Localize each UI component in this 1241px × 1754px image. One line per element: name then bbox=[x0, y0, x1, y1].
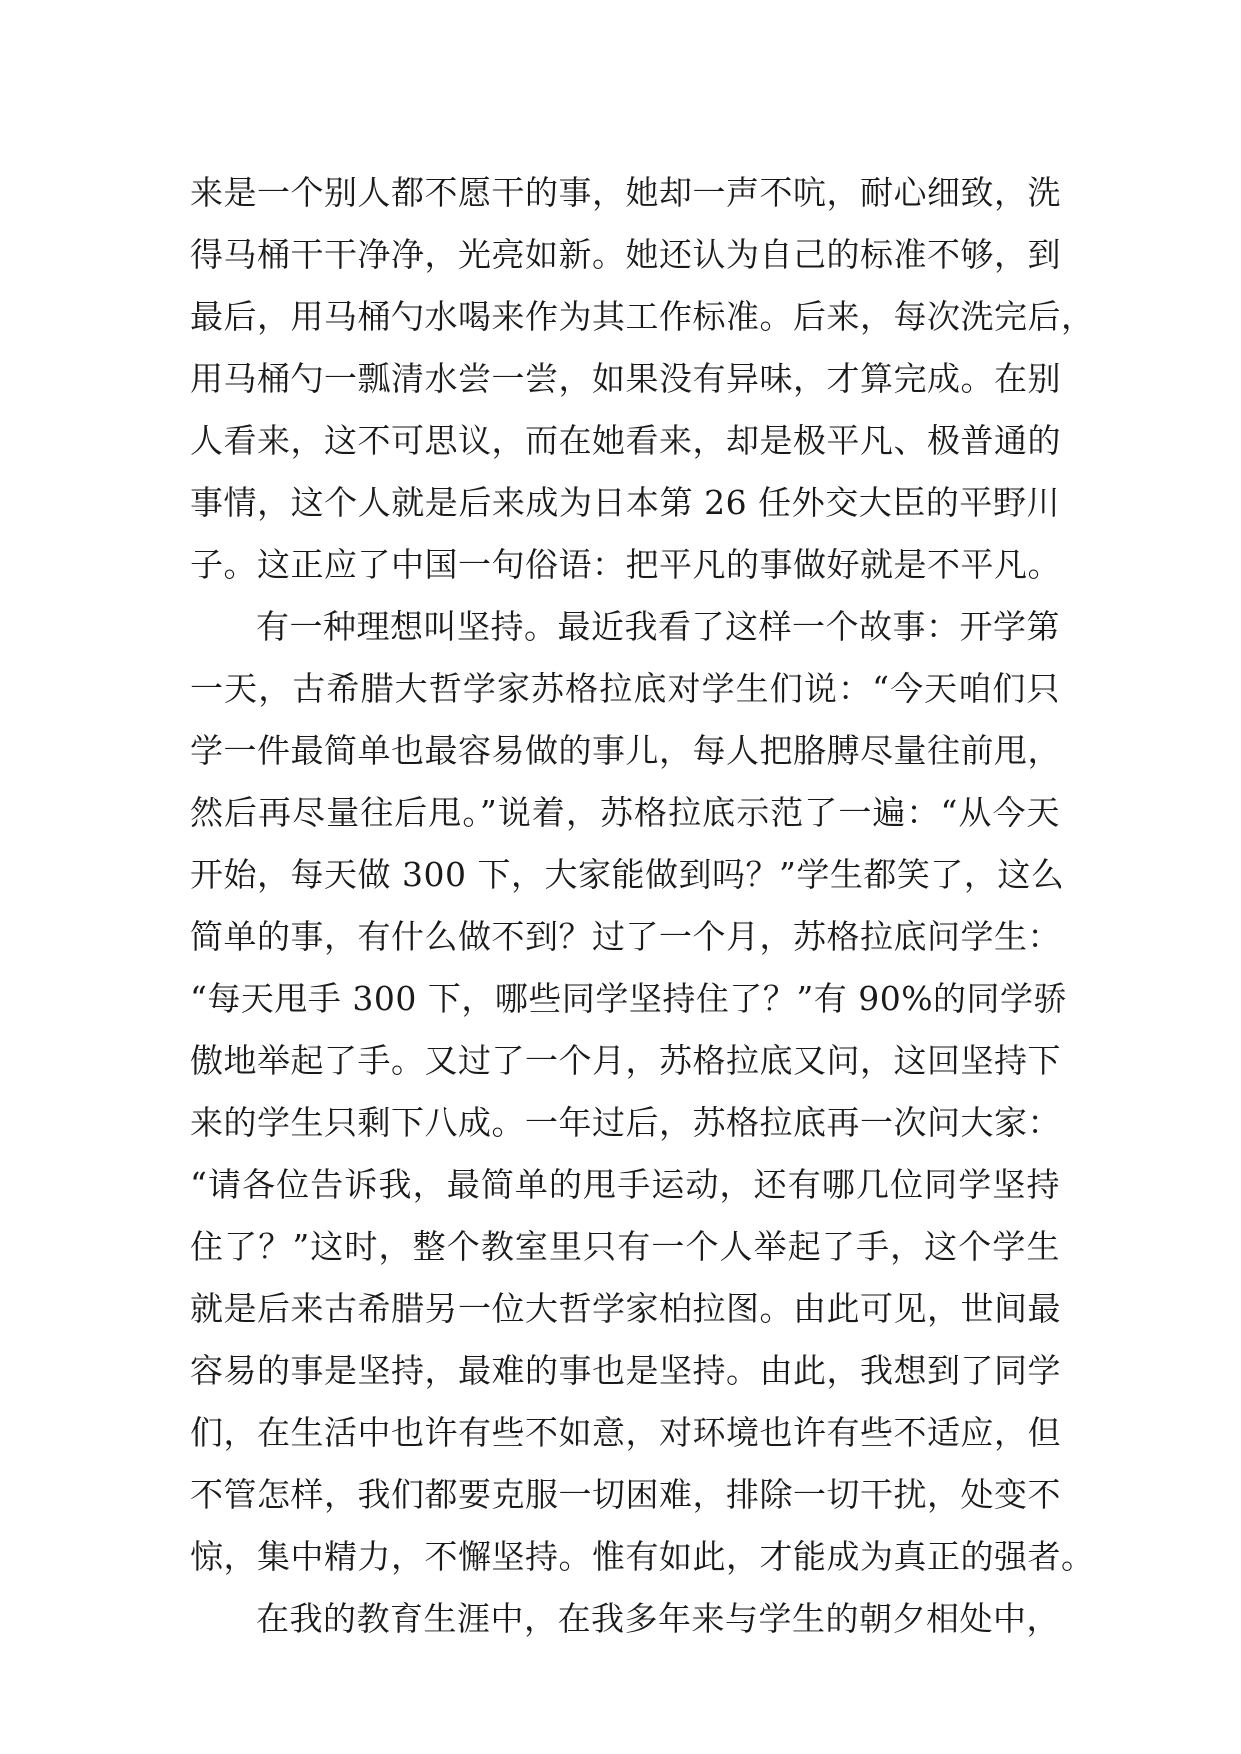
text-line: 子。这正应了中国一句俗语：把平凡的事做好就是不平凡。 bbox=[190, 545, 1061, 584]
text-line: 来是一个别人都不愿干的事，她却一声不吭，耐心细致，洗 bbox=[190, 173, 1061, 212]
text-line: “请各位告诉我，最简单的甩手运动，还有哪几位同学坚持 bbox=[190, 1165, 1060, 1204]
paragraph-start-line: 在我的教育生涯中，在我多年来与学生的朝夕相处中， bbox=[256, 1599, 1060, 1638]
text-line: 然后再尽量往后甩。”说着，苏格拉底示范了一遍：“从今天 bbox=[190, 793, 1060, 832]
text-line: 人看来，这不可思议，而在她看来，却是极平凡、极普通的 bbox=[190, 421, 1061, 460]
text-line: 最后，用马桶勺水喝来作为其工作标准。后来，每次洗完后， bbox=[190, 297, 1095, 336]
text-line: 住了？”这时，整个教室里只有一个人举起了手，这个学生 bbox=[190, 1227, 1060, 1266]
text-line: 简单的事，有什么做不到？过了一个月，苏格拉底问学生： bbox=[190, 917, 1061, 956]
text-line: 们，在生活中也许有些不如意，对环境也许有些不适应，但 bbox=[190, 1413, 1061, 1452]
text-line: “每天甩手 300 下，哪些同学坚持住了？”有 90%的同学骄 bbox=[190, 979, 1068, 1018]
text-line: 来的学生只剩下八成。一年过后，苏格拉底再一次问大家： bbox=[190, 1103, 1061, 1142]
text-line: 得马桶干干净净，光亮如新。她还认为自己的标准不够，到 bbox=[190, 235, 1061, 274]
body-text bbox=[190, 162, 1095, 1650]
text-line: 事情，这个人就是后来成为日本第 26 任外交大臣的平野川 bbox=[190, 483, 1060, 522]
text-line: 傲地举起了手。又过了一个月，苏格拉底又问，这回坚持下 bbox=[190, 1041, 1061, 1080]
text-line: 不管怎样，我们都要克服一切困难，排除一切干扰，处变不 bbox=[190, 1475, 1061, 1514]
text-line: 学一件最简单也最容易做的事儿，每人把胳膊尽量往前甩， bbox=[190, 731, 1061, 770]
text-line: 用马桶勺一瓢清水尝一尝，如果没有异味，才算完成。在别 bbox=[190, 359, 1061, 398]
paragraph-start-line: 有一种理想叫坚持。最近我看了这样一个故事：开学第 bbox=[256, 607, 1060, 646]
text-line: 开始，每天做 300 下，大家能做到吗？”学生都笑了，这么 bbox=[190, 855, 1065, 894]
text-line: 一天，古希腊大哲学家苏格拉底对学生们说：“今天咱们只 bbox=[190, 669, 1060, 708]
text-line: 惊，集中精力，不懈坚持。惟有如此，才能成为真正的强者。 bbox=[190, 1537, 1095, 1576]
text-line: 就是后来古希腊另一位大哲学家柏拉图。由此可见，世间最 bbox=[190, 1289, 1061, 1328]
text-line: 容易的事是坚持，最难的事也是坚持。由此，我想到了同学 bbox=[190, 1351, 1061, 1390]
